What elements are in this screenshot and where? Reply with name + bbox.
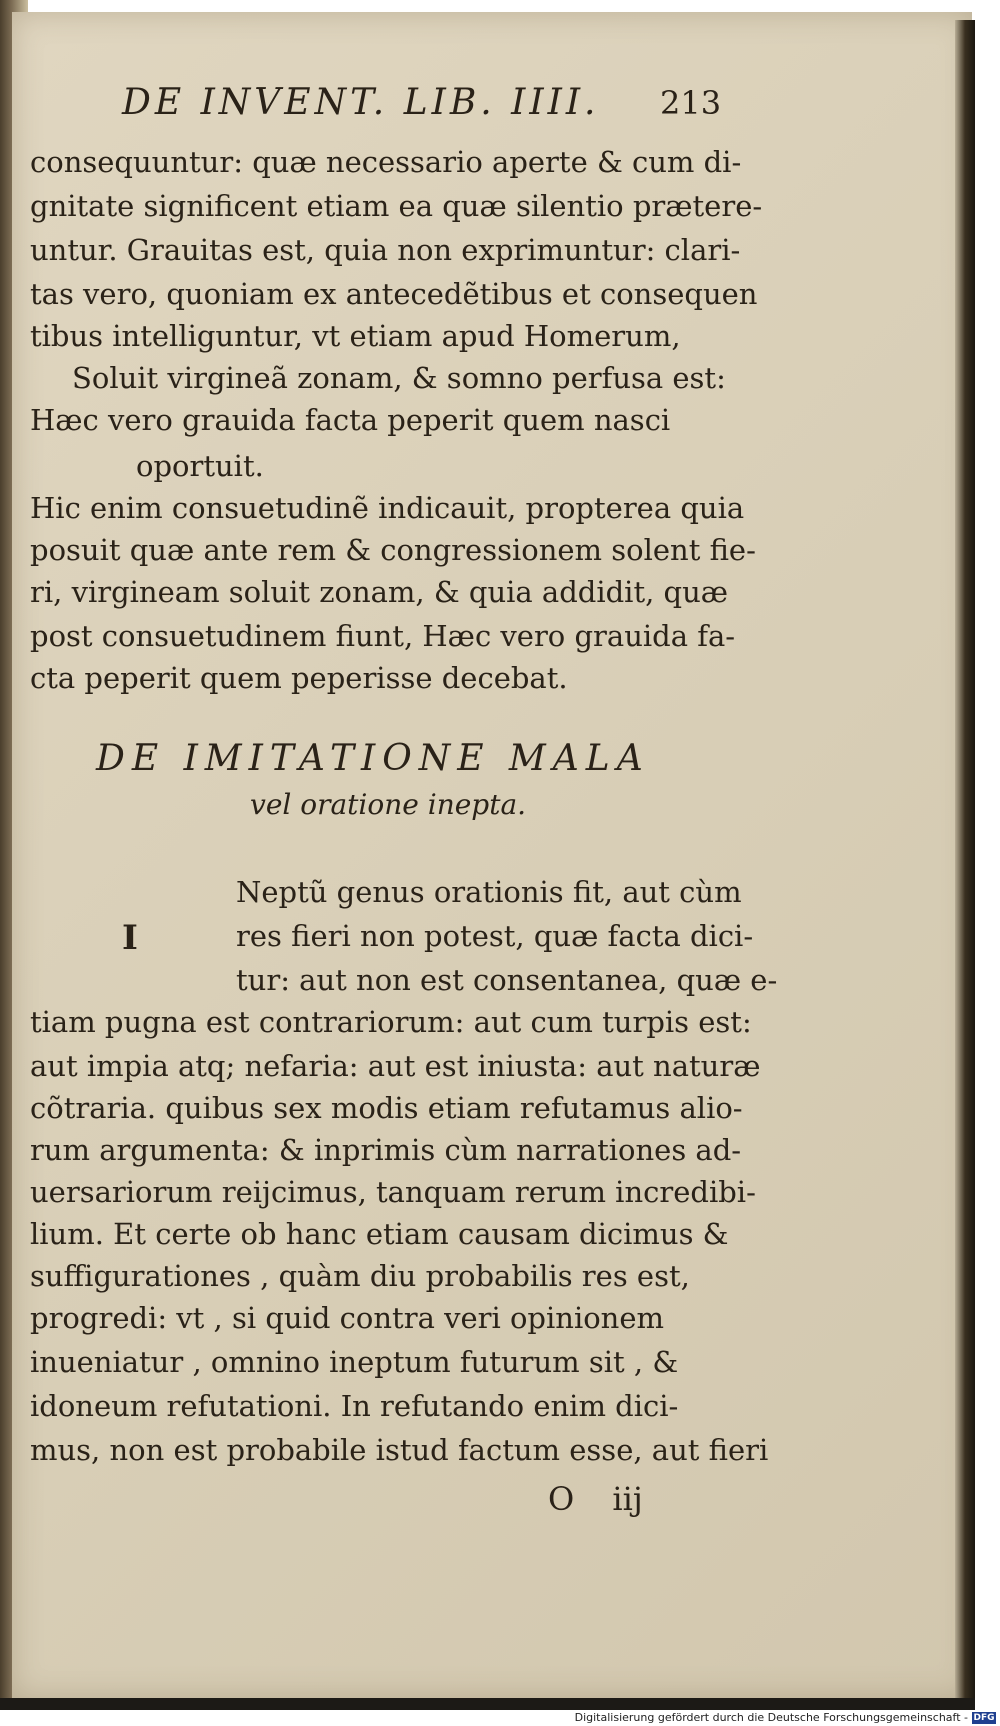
text-line: rum argumenta: & inprimis cùm narrationes ad- [30, 1133, 742, 1167]
dfg-logo-icon: DFG [973, 1713, 995, 1723]
text-line: tibus intelliguntur, vt etiam apud Homerum, [30, 319, 681, 353]
text-line: consequuntur: quæ necessario aperte & cum di- [30, 145, 742, 179]
text-line: cta peperit quem peperisse decebat. [30, 661, 568, 695]
text-line: mus, non est probabile istud factum esse, aut fieri [30, 1433, 769, 1467]
verse-line: Hæc vero grauida facta peperit quem nasci [30, 403, 671, 437]
bottom-edge [0, 1698, 975, 1710]
page-edge [955, 20, 975, 1700]
text-line: Hic enim consuetudinẽ indicauit, propterea quia [30, 491, 745, 525]
text-line: tas vero, quoniam ex antecedẽtibus et consequen [30, 277, 758, 311]
text-line: cõtraria. quibus sex modis etiam refutamus alio- [30, 1091, 743, 1125]
text-line: gnitate significent etiam ea quæ silentio prætere- [30, 189, 763, 223]
text-line: post consuetudinem fiunt, Hæc vero grauida fa- [30, 619, 736, 653]
text-line: aut impia atq; nefaria: aut est iniusta: aut naturæ [30, 1049, 761, 1083]
text-line: res fieri non potest, quæ facta dici- [236, 919, 754, 953]
verse-line: Soluit virgineã zonam, & somno perfusa est: [72, 361, 726, 395]
running-head: DE INVENT. LIB. IIII. [122, 82, 600, 123]
text-line: ri, virgineam soluit zonam, & quia addidit, quæ [30, 575, 729, 609]
drop-initial: I [122, 918, 138, 958]
digitization-credit: Digitalisierung gefördert durch die Deutsche Forschungsgemeinschaft - [574, 1711, 968, 1724]
text-line: untur. Grauitas est, quia non exprimuntur: clari- [30, 233, 741, 267]
text-line: inueniatur , omnino ineptum futurum sit , & [30, 1345, 679, 1379]
text-line: idoneum refutationi. In refutando enim dici- [30, 1389, 679, 1423]
text-line: suffigurationes , quàm diu probabilis res est, [30, 1259, 690, 1293]
section-heading: DE IMITATIONE MALA [96, 738, 650, 779]
text-line: progredi: vt , si quid contra veri opinionem [30, 1301, 665, 1335]
signature-mark: O iij [548, 1480, 643, 1518]
page-number: 213 [660, 84, 722, 122]
text-line: tiam pugna est contrariorum: aut cum turpis est: [30, 1005, 752, 1039]
text-line: uersariorum reijcimus, tanquam rerum incredibi- [30, 1175, 756, 1209]
text-line: tur: aut non est consentanea, quæ e- [236, 963, 778, 997]
text-line: lium. Et certe ob hanc etiam causam dicimus & [30, 1217, 729, 1251]
text-line: Neptũ genus orationis fit, aut cùm [236, 875, 742, 909]
text-line: posuit quæ ante rem & congressionem solent fie- [30, 533, 756, 567]
verse-line: oportuit. [136, 449, 264, 483]
section-subheading: vel oratione inepta. [250, 788, 527, 821]
